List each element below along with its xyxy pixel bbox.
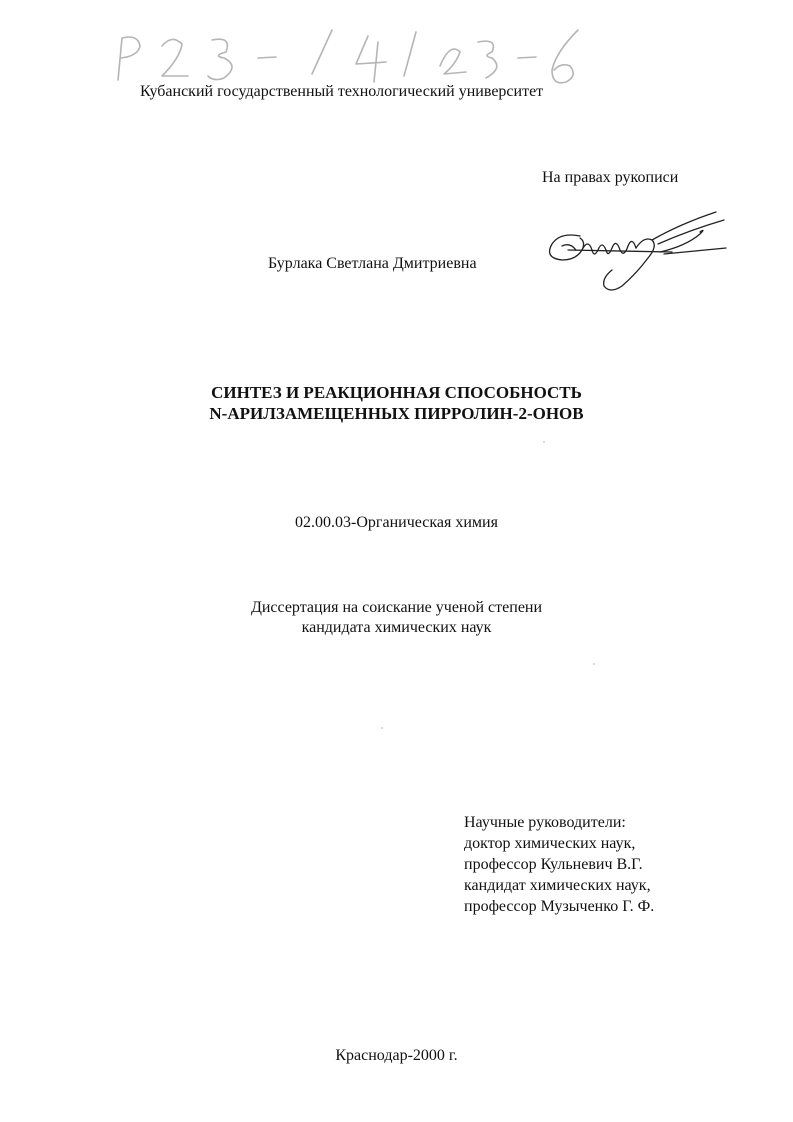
scan-speck — [381, 727, 383, 729]
supervisor-line: профессор Музыченко Г. Ф. — [464, 898, 655, 915]
manuscript-rights-note: На правах рукописи — [542, 169, 679, 186]
supervisor-line: профессор Кульневич В.Г. — [464, 856, 643, 873]
scan-speck — [593, 663, 595, 665]
supervisors-heading: Научные руководители: — [464, 814, 626, 831]
university-name: Кубанский государственный технологический университет — [140, 83, 544, 100]
dissertation-title-line-2: N-АРИЛЗАМЕЩЕННЫХ ПИРРОЛИН-2-ОНОВ — [209, 404, 584, 423]
specialty-code: 02.00.03-Органическая химия — [295, 514, 498, 531]
degree-statement-line-2: кандидата химических наук — [301, 619, 492, 636]
scan-speck — [543, 441, 545, 443]
author-name: Бурлака Светлана Дмитриевна — [268, 255, 477, 272]
degree-statement-line-1: Диссертация на соискание ученой степени — [250, 599, 543, 616]
supervisor-line: доктор химических наук, — [464, 835, 636, 852]
dissertation-title-line-1: СИНТЕЗ И РЕАКЦИОННАЯ СПОСОБНОСТЬ — [211, 383, 582, 402]
city-and-year: Краснодар-2000 г. — [335, 1047, 458, 1064]
author-signature-image — [540, 206, 730, 292]
supervisor-line: кандидат химических наук, — [464, 877, 651, 894]
